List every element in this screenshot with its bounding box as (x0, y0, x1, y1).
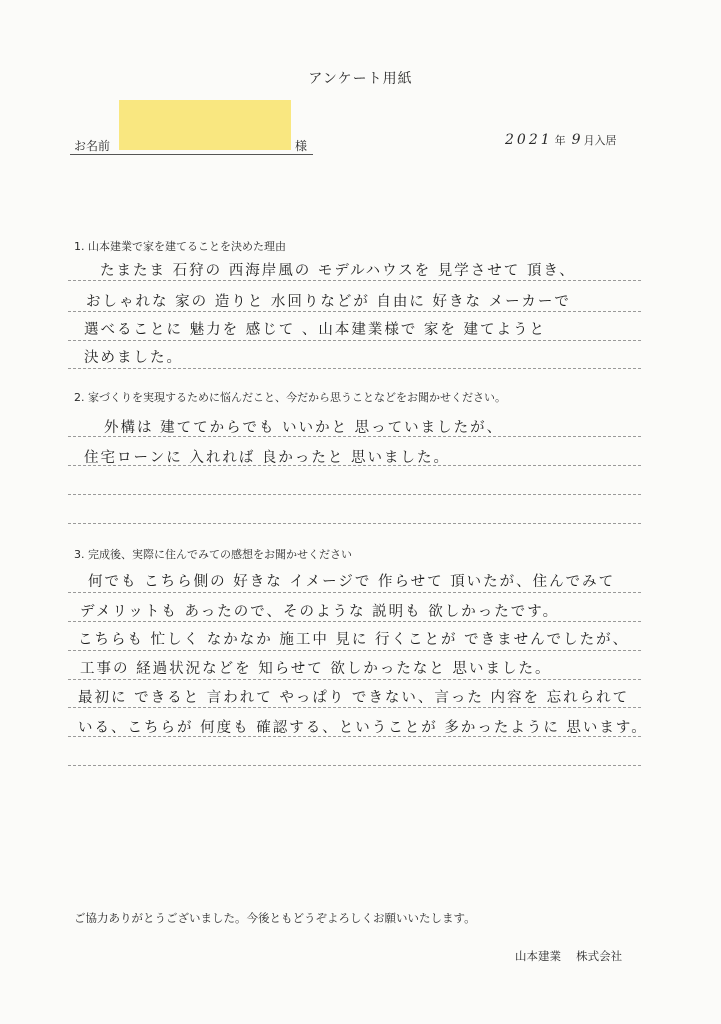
answer-3-line-2: デメリットも あったので、そのような 説明も 欲しかったです。 (80, 604, 560, 620)
name-underline (70, 154, 313, 155)
answer-1-line-1: たまたま 石狩の 西海岸風の モデルハウスを 見学させて 頂き、 (100, 263, 576, 279)
redacted-name-highlight (119, 100, 291, 150)
ruled-line (68, 707, 641, 708)
move-in-month: 9 (571, 132, 584, 148)
answer-1-line-2: おしゃれな 家の 造りと 水回りなどが 自由に 好きな メーカーで (86, 294, 571, 310)
ruled-line (68, 621, 641, 622)
answer-3-line-4: 工事の 経過状況などを 知らせて 欲しかったなと 思いました。 (80, 661, 552, 677)
month-unit: 月入居 (583, 134, 617, 147)
ruled-line (68, 523, 641, 524)
ruled-line (68, 592, 641, 593)
ruled-line (68, 494, 641, 495)
ruled-line (68, 280, 641, 281)
name-label: お名前 (74, 139, 111, 153)
ruled-line (68, 311, 641, 312)
question-3-label: 3. 完成後、実際に住んでみての感想をお聞かせください (74, 548, 352, 561)
answer-3-line-5: 最初に できると 言われて やっぱり できない、言った 内容を 忘れられて (78, 690, 630, 706)
answer-1-line-4: 決めました。 (84, 350, 183, 366)
company-name: 山本建業 株式会社 (515, 949, 623, 963)
answer-2-line-2: 住宅ローンに 入れれば 良かったと 思いました。 (84, 450, 451, 466)
question-1-label: 1. 山本建業で家を建てることを決めた理由 (74, 240, 286, 253)
thanks-message: ご協力ありがとうございました。今後ともどうぞよろしくお願いいたします。 (74, 911, 476, 925)
answer-2-line-1: 外構は 建ててからでも いいかと 思っていましたが、 (104, 420, 504, 436)
question-2-label: 2. 家づくりを実現するために悩んだこと、今だから思うことなどをお聞かせください。 (74, 391, 506, 404)
ruled-line (68, 368, 641, 369)
move-in-year: 2021 (505, 132, 553, 148)
ruled-line (68, 736, 641, 737)
ruled-line (68, 340, 641, 341)
name-suffix: 様 (295, 139, 308, 153)
ruled-line (68, 765, 641, 766)
answer-3-line-1: 何でも こちら側の 好きな イメージで 作らせて 頂いたが、住んでみて (88, 574, 616, 590)
year-unit: 年 (554, 134, 566, 147)
ruled-line (68, 650, 641, 651)
move-in-date (505, 132, 617, 148)
form-title: アンケート用紙 (308, 71, 413, 87)
answer-3-line-6: いる、こちらが 何度も 確認する、ということが 多かったように 思います。 (78, 720, 648, 736)
ruled-line (68, 465, 641, 466)
ruled-line (68, 436, 641, 437)
ruled-line (68, 679, 641, 680)
answer-3-line-3: こちらも 忙しく なかなか 施工中 見に 行くことが できませんでしたが、 (78, 632, 630, 648)
answer-1-line-3: 選べることに 魅力を 感じて 、山本建業様で 家を 建てようと (84, 322, 547, 338)
